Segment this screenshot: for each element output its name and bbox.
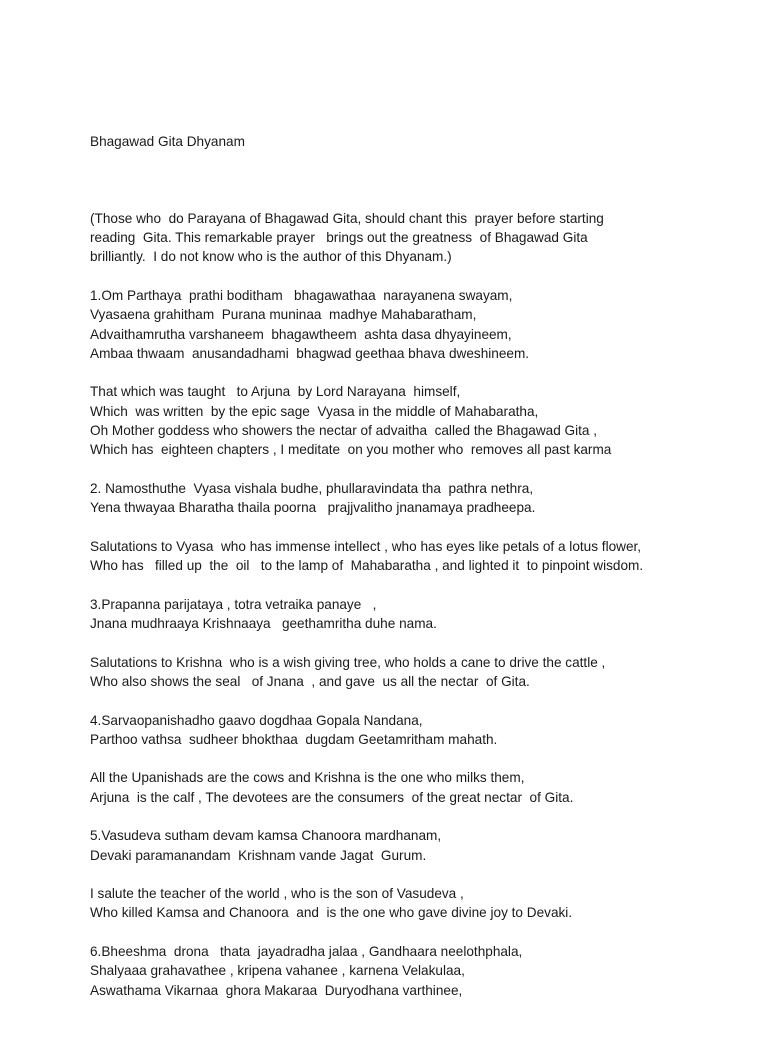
text-line: Jnana mudhraaya Krishnaaya geethamritha duhe nama. <box>90 616 437 632</box>
text-line: Which was written by the epic sage Vyasa in the middle of Mahabaratha, <box>90 403 539 419</box>
text-line: Parthoo vathsa sudheer bhokthaa dugdam Geetamritham mahath. <box>90 731 498 747</box>
text-line: Salutations to Krishna who is a wish giving tree, who holds a cane to drive the cattle , <box>90 654 606 670</box>
paragraph <box>90 653 730 692</box>
text-line: Shalyaaa grahavathee , kripena vahanee , karnena Velakulaa, <box>90 963 465 979</box>
text-line: Ambaa thwaam anusandadhami bhagwad geethaa bhava dweshineem. <box>90 345 530 361</box>
paragraph <box>90 209 730 267</box>
text-line: reading Gita. This remarkable prayer brings out the greatness of Bhagawad Gita <box>90 230 588 246</box>
text-line: Who killed Kamsa and Chanoora and is the one who gave divine joy to Devaki. <box>90 905 573 921</box>
text-line: All the Upanishads are the cows and Krishna is the one who milks them, <box>90 770 525 786</box>
document-title: Bhagawad Gita Dhyanam <box>90 133 245 149</box>
paragraph <box>90 942 730 1000</box>
document-blocks <box>90 209 730 1000</box>
text-line: Oh Mother goddess who showers the nectar of advaitha called the Bhagawad Gita , <box>90 423 598 439</box>
paragraph <box>90 537 730 576</box>
paragraph <box>90 479 730 518</box>
text-line: Aswathama Vikarnaa ghora Makaraa Duryodhana varthinee, <box>90 982 463 998</box>
text-line: 1.Om Parthaya prathi boditham bhagawathaa narayanena swayam, <box>90 287 513 303</box>
text-line: 5.Vasudeva sutham devam kamsa Chanoora mardhanam, <box>90 828 442 844</box>
text-line: Which has eighteen chapters , I meditate on you mother who removes all past karma <box>90 442 612 458</box>
text-line: Who also shows the seal of Jnana , and gave us all the nectar of Gita. <box>90 673 530 689</box>
paragraph <box>90 768 730 807</box>
text-line: I salute the teacher of the world , who is the son of Vasudeva , <box>90 886 464 902</box>
paragraph <box>90 286 730 363</box>
text-line: Devaki paramanandam Krishnam vande Jagat Gurum. <box>90 847 427 863</box>
paragraph <box>90 884 730 923</box>
text-line: Yena thwayaa Bharatha thaila poorna prajjvalitho jnanamaya pradheepa. <box>90 500 536 516</box>
text-line: Salutations to Vyasa who has immense intellect , who has eyes like petals of a lotus flower, <box>90 538 642 554</box>
text-line: 6.Bheeshma drona thata jayadradha jalaa , Gandhaara neelothphala, <box>90 944 523 960</box>
text-line: (Those who do Parayana of Bhagawad Gita, should chant this prayer before starting <box>90 210 604 226</box>
text-line: Who has filled up the oil to the lamp of Mahabaratha , and lighted it to pinpoint wisdom. <box>90 558 644 574</box>
document-body <box>90 93 730 1058</box>
paragraph <box>90 826 730 865</box>
text-line: 2. Namosthuthe Vyasa vishala budhe, phullaravindata tha pathra nethra, <box>90 480 534 496</box>
paragraph <box>90 382 730 459</box>
paragraph <box>90 595 730 634</box>
text-line: Advaithamrutha varshaneem bhagawtheem ashta dasa dhyayineem, <box>90 326 512 342</box>
text-line: brilliantly. I do not know who is the author of this Dhyanam.) <box>90 249 452 265</box>
text-line: That which was taught to Arjuna by Lord Narayana himself, <box>90 384 461 400</box>
text-line: 4.Sarvaopanishadho gaavo dogdhaa Gopala Nandana, <box>90 712 423 728</box>
paragraph <box>90 711 730 750</box>
text-line: 3.Prapanna parijataya , totra vetraika panaye , <box>90 596 377 612</box>
text-line: Arjuna is the calf , The devotees are the consumers of the great nectar of Gita. <box>90 789 574 805</box>
text-line: Vyasaena grahitham Purana muninaa madhye Mahabaratham, <box>90 307 477 323</box>
